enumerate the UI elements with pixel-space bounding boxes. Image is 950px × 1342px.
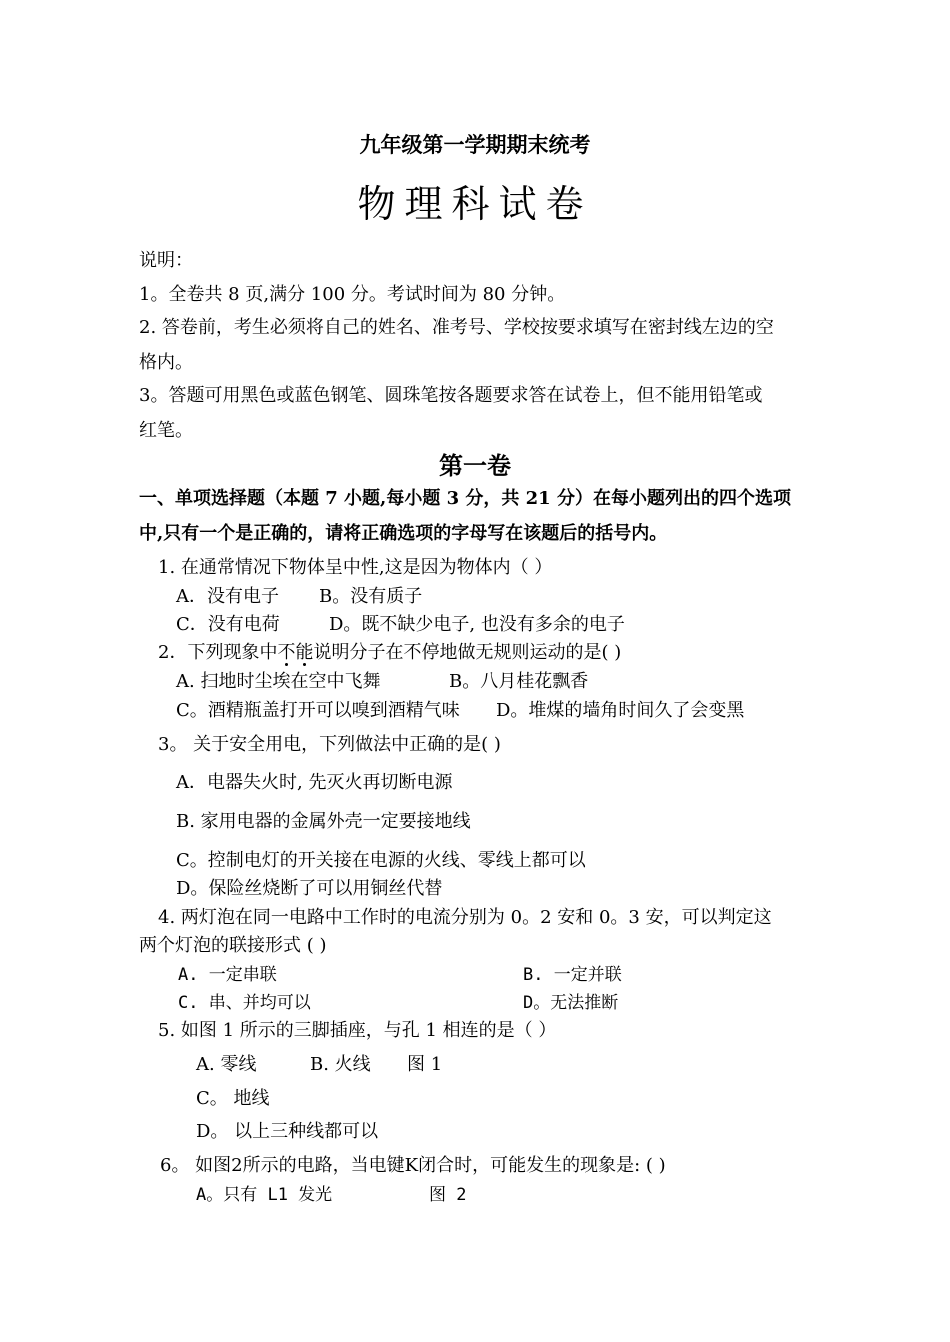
q2-option-c: C。酒精瓶盖打开可以嗅到酒精气味 bbox=[176, 700, 460, 721]
part1-intro-a: 一、单项选择题（本题 7 小题,每小题 3 分，共 21 分）在每小题列出的四个选项 bbox=[139, 488, 791, 509]
q5-option-a: A. 零线 bbox=[196, 1054, 257, 1075]
instruction-3a: 3。答题可用黑色或蓝色钢笔、圆珠笔按各题要求答在试卷上，但不能用铅笔或 bbox=[139, 385, 763, 406]
q1-option-b: B。没有质子 bbox=[319, 586, 423, 607]
q3-stem: 3。 关于安全用电，下列做法中正确的是( ) bbox=[158, 734, 501, 755]
instruction-2b: 格内。 bbox=[139, 352, 193, 373]
q5-option-c: C。 地线 bbox=[196, 1088, 270, 1109]
q4-option-c: C. 串、并均可以 bbox=[178, 993, 311, 1013]
instruction-3b: 红笔。 bbox=[139, 420, 193, 441]
q4-option-b: B. 一定并联 bbox=[523, 965, 622, 985]
q4-option-a: A. 一定串联 bbox=[178, 965, 277, 985]
q6-figure-label: 图 2 bbox=[429, 1185, 467, 1205]
q2-emphasis-2: 能 bbox=[295, 642, 314, 663]
q6-option-a: A。只有 L1 发光 bbox=[196, 1185, 333, 1205]
q1-option-a: A．没有电子 bbox=[176, 586, 279, 607]
q3-option-b: B. 家用电器的金属外壳一定要接地线 bbox=[176, 811, 471, 832]
q1-stem: 1. 在通常情况下物体呈中性,这是因为物体内（ ） bbox=[158, 557, 553, 578]
q4-option-d: D。无法推断 bbox=[523, 993, 619, 1013]
q5-figure-label: 图 1 bbox=[407, 1054, 443, 1075]
q5-option-b: B. 火线 bbox=[310, 1054, 371, 1075]
exam-title: 物理科试卷 bbox=[357, 182, 593, 226]
q6-stem: 6。 如图2所示的电路，当电键K闭合时，可能发生的现象是: ( ) bbox=[160, 1155, 666, 1176]
q2-stem bbox=[158, 642, 621, 664]
exam-subtitle: 九年级第一学期期末统考 bbox=[359, 132, 591, 157]
instructions-heading: 说明： bbox=[139, 250, 193, 271]
q1-option-c: C．没有电荷 bbox=[176, 614, 280, 635]
q4-stem-b: 两个灯泡的联接形式 ( ) bbox=[139, 935, 327, 956]
section-title: 第一卷 bbox=[439, 451, 511, 480]
q2-stem-post: 说明分子在不停地做无规则运动的是( ) bbox=[313, 642, 622, 663]
instruction-1: 1。全卷共 8 页,满分 100 分。考试时间为 80 分钟。 bbox=[139, 284, 566, 305]
q3-option-a: A．电器失火时, 先灭火再切断电源 bbox=[176, 772, 453, 793]
q4-stem-a: 4. 两灯泡在同一电路中工作时的电流分别为 0。2 安和 0。3 安，可以判定这 bbox=[158, 907, 772, 928]
q3-option-c: C。控制电灯的开关接在电源的火线、零线上都可以 bbox=[176, 850, 586, 871]
instruction-2a: 2. 答卷前，考生必须将自己的姓名、准考号、学校按要求填写在密封线左边的空 bbox=[139, 317, 774, 338]
q5-option-d: D。 以上三种线都可以 bbox=[196, 1121, 379, 1142]
q2-option-d: D。堆煤的墙角时间久了会变黑 bbox=[496, 700, 745, 721]
q2-option-a: A. 扫地时尘埃在空中飞舞 bbox=[176, 671, 381, 692]
q5-stem: 5. 如图 1 所示的三脚插座，与孔 1 相连的是（ ） bbox=[158, 1020, 557, 1041]
q2-option-b: B。八月桂花飘香 bbox=[449, 671, 589, 692]
q2-emphasis-1: 不 bbox=[277, 642, 296, 663]
q2-stem-pre: 2．下列现象中 bbox=[158, 642, 278, 663]
q1-option-d: D。既不缺少电子, 也没有多余的电子 bbox=[329, 614, 625, 635]
q3-option-d: D。保险丝烧断了可以用铜丝代替 bbox=[176, 878, 443, 899]
part1-intro-b: 中,只有一个是正确的，请将正确选项的字母写在该题后的括号内。 bbox=[139, 523, 668, 544]
